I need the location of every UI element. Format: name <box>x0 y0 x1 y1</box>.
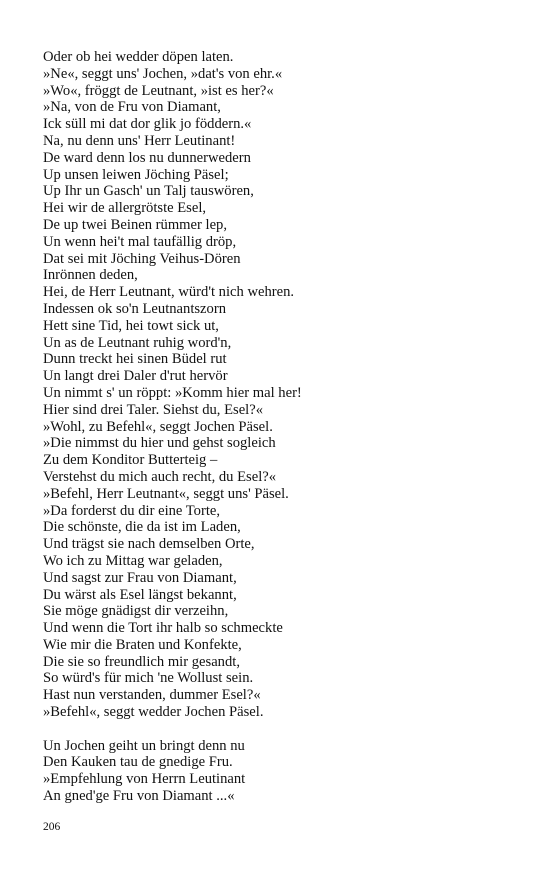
verse-line: Un Jochen geiht un bringt denn nu <box>43 737 245 754</box>
poem-text <box>43 49 523 805</box>
verse-line: »Die nimmst du hier und gehst sogleich <box>43 435 276 452</box>
verse-line: Na, nu denn uns' Herr Leutinant! <box>43 132 236 149</box>
verse-line: »Empfehlung von Herrn Leutinant <box>43 771 246 788</box>
verse-line: Die sie so freundlich mir gesandt, <box>43 653 240 670</box>
verse-line: Hast nun verstanden, dummer Esel?« <box>43 687 261 704</box>
verse-line: Du wärst als Esel längst bekannt, <box>43 586 237 603</box>
verse-line: Zu dem Konditor Butterteig – <box>43 452 218 469</box>
verse-line: So würd's für mich 'ne Wollust sein. <box>43 670 254 687</box>
verse-line: Verstehst du mich auch recht, du Esel?« <box>43 468 277 485</box>
verse-line: Oder ob hei wedder döpen laten. <box>43 49 234 65</box>
verse-line: De up twei Beinen rümmer lep, <box>43 216 227 233</box>
verse-line: Hei, de Herr Leutnant, würd't nich wehren. <box>43 284 295 301</box>
verse-line: Un wenn hei't mal taufällig dröp, <box>43 233 237 250</box>
verse-line: Sie möge gnädigst dir verzeihn, <box>43 603 229 620</box>
verse-line: Den Kauken tau de gnedige Fru. <box>43 754 233 771</box>
verse-line: »Na, von de Fru von Diamant, <box>43 99 221 116</box>
verse-line: Wo ich zu Mittag war geladen, <box>43 552 223 569</box>
verse-line: »Befehl, Herr Leutnant«, seggt uns' Päsel. <box>43 485 289 502</box>
verse-line: Indessen ok so'n Leutnantszorn <box>43 300 226 317</box>
stanza <box>43 49 523 721</box>
verse-line: Up unsen leiwen Jöching Päsel; <box>43 166 229 183</box>
page-number: 206 <box>43 821 61 833</box>
verse-line: »Befehl«, seggt wedder Jochen Päsel. <box>43 704 264 721</box>
verse-line: Hett sine Tid, hei towt sick ut, <box>43 317 219 334</box>
verse-line: Inrönnen deden, <box>43 267 138 284</box>
verse-line: »Da forderst du dir eine Torte, <box>43 502 221 519</box>
verse-line: Un langt drei Daler d'rut hervör <box>43 368 228 385</box>
verse-line: Und trägst sie nach demselben Orte, <box>43 536 255 553</box>
verse-line: Up Ihr un Gasch' un Talj tauswören, <box>43 183 254 200</box>
verse-line: Un as de Leutnant ruhig word'n, <box>43 334 232 351</box>
verse-line: Dat sei mit Jöching Veihus-Dören <box>43 250 241 267</box>
verse-line: Hei wir de allergrötste Esel, <box>43 200 207 217</box>
verse-line: De ward denn los nu dunnerwedern <box>43 149 251 166</box>
verse-line: Un nimmt s' un röppt: »Komm hier mal her! <box>43 384 302 401</box>
verse-line: »Wo«, fröggt de Leutnant, »ist es her?« <box>43 82 274 99</box>
verse-line: Wie mir die Braten und Konfekte, <box>43 636 242 653</box>
verse-line: Und wenn die Tort ihr halb so schmeckte <box>43 620 283 637</box>
verse-line: Hier sind drei Taler. Siehst du, Esel?« <box>43 401 264 418</box>
stanza <box>43 738 523 805</box>
verse-line: Die schönste, die da ist im Laden, <box>43 519 241 536</box>
verse-line: »Wohl, zu Befehl«, seggt Jochen Päsel. <box>43 418 273 435</box>
verse-line: Ick süll mi dat dor glik jo föddern.« <box>43 116 252 133</box>
verse-line: »Ne«, seggt uns' Jochen, »dat's von ehr.« <box>43 65 283 82</box>
verse-line: An gned'ge Fru von Diamant ...« <box>43 788 235 805</box>
verse-line: Und sagst zur Frau von Diamant, <box>43 569 237 586</box>
verse-line: Dunn treckt hei sinen Büdel rut <box>43 351 227 368</box>
